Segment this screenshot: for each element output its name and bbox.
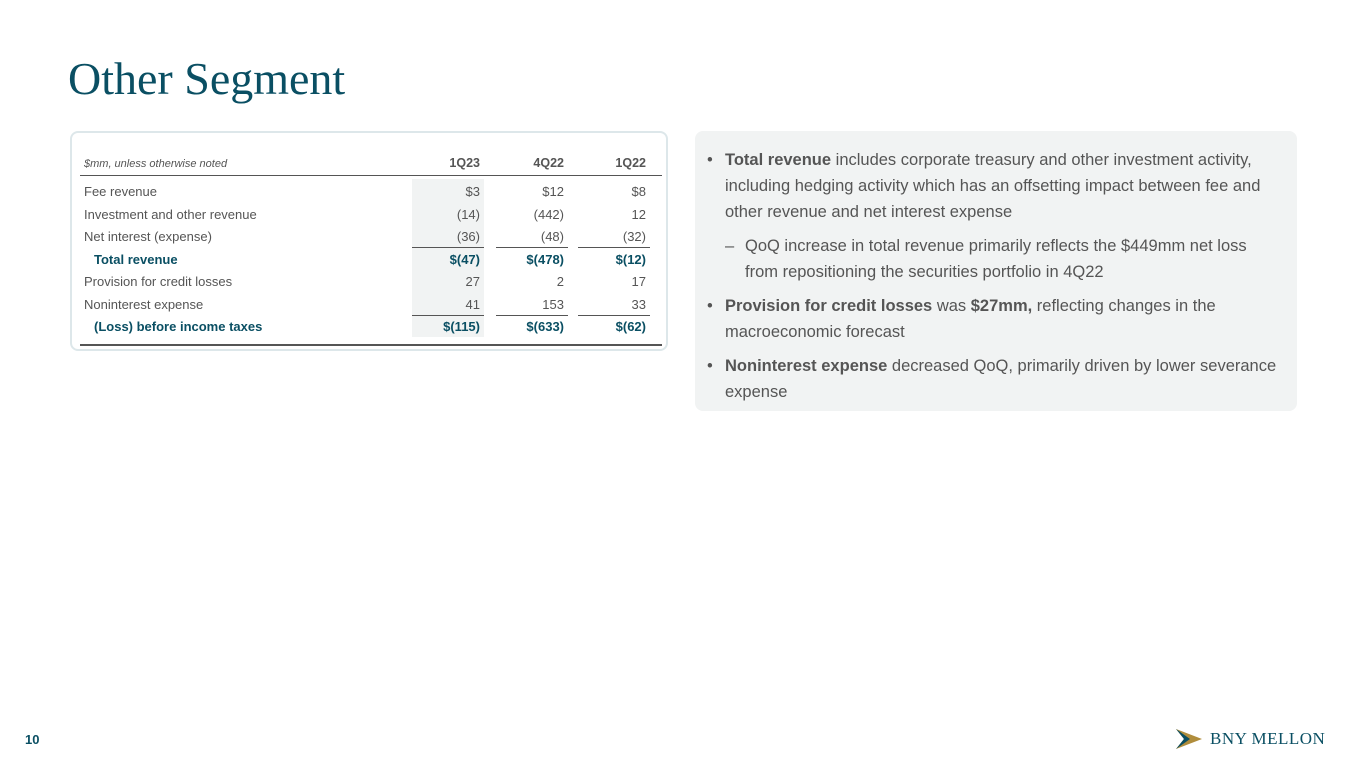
row-label: Total revenue bbox=[94, 251, 178, 267]
cell: (48) bbox=[540, 229, 564, 244]
cell: (36) bbox=[456, 229, 480, 244]
cell: $(12) bbox=[615, 251, 646, 267]
cell: $(633) bbox=[526, 319, 564, 334]
logo-wordmark: BNY MELLON bbox=[1210, 729, 1326, 748]
cell: (442) bbox=[533, 206, 564, 222]
unit-note: $mm, unless otherwise noted bbox=[84, 158, 228, 170]
column-header: 1Q23 bbox=[449, 156, 480, 170]
bullet-total-revenue bbox=[705, 147, 1279, 225]
table-bottom-rule bbox=[80, 344, 662, 346]
table-row bbox=[80, 225, 662, 248]
table-row bbox=[80, 293, 662, 316]
row-label: (Loss) before income taxes bbox=[94, 319, 263, 334]
financial-table-card bbox=[70, 131, 668, 351]
financial-table bbox=[80, 151, 662, 338]
bullet-text: decreased QoQ, primarily driven by lower severance expense bbox=[725, 357, 1277, 401]
cell: 41 bbox=[465, 296, 480, 312]
row-label: Investment and other revenue bbox=[84, 206, 257, 222]
row-label: Fee revenue bbox=[84, 184, 157, 199]
cell: $(62) bbox=[615, 319, 646, 334]
bullet-heading: Noninterest expense bbox=[725, 357, 888, 375]
cell: $(115) bbox=[443, 319, 480, 334]
cell: 153 bbox=[542, 296, 564, 312]
cell: 12 bbox=[631, 206, 646, 222]
bullet-heading: Total revenue bbox=[725, 151, 832, 169]
page-number: 10 bbox=[25, 732, 40, 747]
bullet-text: was bbox=[932, 297, 971, 315]
row-label: Net interest (expense) bbox=[84, 229, 212, 244]
cell: 27 bbox=[465, 274, 480, 289]
cell: $(47) bbox=[449, 251, 480, 267]
table-row bbox=[80, 180, 662, 203]
page-title: Other Segment bbox=[68, 53, 346, 104]
cell: 17 bbox=[631, 274, 646, 289]
cell: $3 bbox=[465, 184, 480, 199]
bny-mellon-logo bbox=[1176, 729, 1325, 749]
table-row bbox=[80, 270, 662, 293]
bullet-heading: Provision for credit losses bbox=[725, 297, 933, 315]
table-header-row bbox=[80, 151, 662, 176]
table-row bbox=[80, 203, 662, 226]
bullet-noninterest-expense bbox=[705, 353, 1279, 405]
logo-mark-icon bbox=[1176, 729, 1202, 749]
column-header: 1Q22 bbox=[615, 156, 646, 170]
table-row-total-revenue bbox=[80, 248, 662, 271]
row-label: Provision for credit losses bbox=[84, 274, 233, 289]
cell: $8 bbox=[631, 184, 646, 199]
cell: $(478) bbox=[526, 251, 564, 267]
cell: (32) bbox=[622, 229, 646, 244]
bullet-amount: $27mm, bbox=[970, 297, 1033, 315]
cell: (14) bbox=[456, 206, 480, 222]
cell: $12 bbox=[542, 184, 564, 199]
cell: 2 bbox=[556, 274, 564, 289]
bullet-provision bbox=[705, 293, 1279, 345]
bullet-text: reflecting changes in the macroeconomic forecast bbox=[725, 297, 1216, 341]
sub-bullet-qoq: – QoQ increase in total revenue primarily reflects the $449mm net loss from repositioning the securities portfolio in 4Q22 bbox=[705, 233, 1279, 285]
commentary-panel bbox=[695, 131, 1297, 411]
bullet-text: includes corporate treasury and other investment activity, including hedging activity which has an offsetting impact between fee and other revenue and net interest expense bbox=[725, 151, 1261, 221]
cell: 33 bbox=[631, 296, 646, 312]
row-label: Noninterest expense bbox=[84, 296, 204, 312]
table-row-loss-before-taxes bbox=[80, 315, 662, 338]
column-header: 4Q22 bbox=[533, 156, 564, 170]
